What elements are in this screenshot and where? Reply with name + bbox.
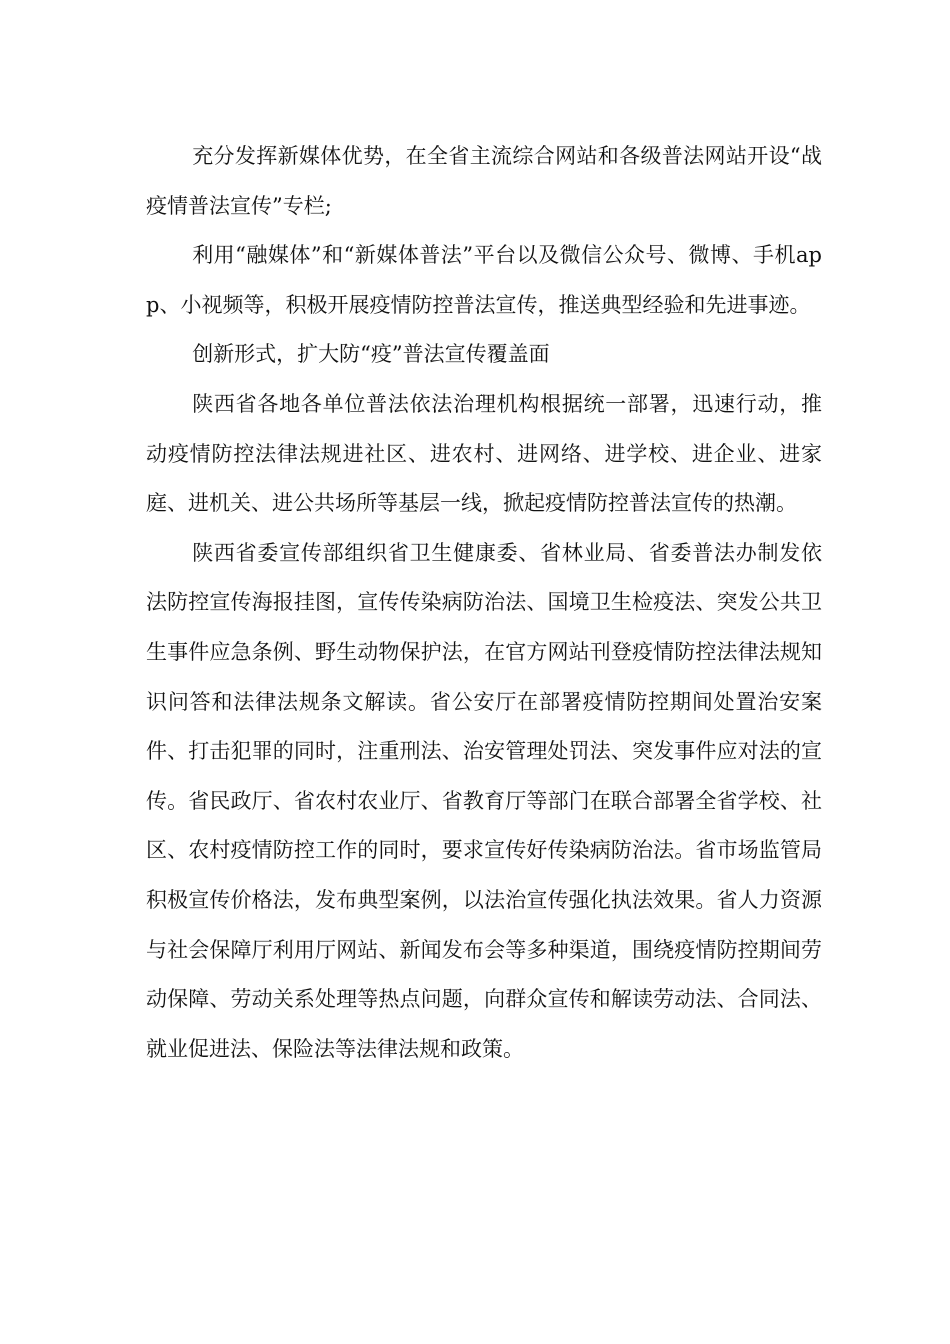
section-heading: 创新形式，扩大防“疫”普法宣传覆盖面 xyxy=(192,342,550,367)
paragraph-new-media: 充分发挥新媒体优势，在全省主流综合网站和各级普法网站开设“战疫情普法宣传”专栏; xyxy=(146,144,822,218)
paragraph-departments: 陕西省委宣传部组织省卫生健康委、省林业局、省委普法办制发依法防控宣传海报挂图，宣传传染病防治法、国境卫生检疫法、突发公共卫生事件应急条例、野生动物保护法，在官方网站刊登疫情防控法律法规知识问答和法律法规条文解读。省公安厅在部署疫情防控期间处置治安案件、打击犯罪的同时，注重刑法、治安管理处罚法、突发事件应对法的宣传。省民政厅、省农村农业厅、省教育厅等部门在联合部署全省学校、社区、农村疫情防控工作的同时，要求宣传好传染病防治法。省市场监管局积极宣传价格法，发布典型案例，以法治宣传强化执法效果。省人力资源与社会保障厅利用厅网站、新闻发布会等多种渠道，围绕疫情防控期间劳动保障、劳动关系处理等热点问题，向群众宣传和解读劳动法、合同法、就业促进法、保险法等法律法规和政策。 xyxy=(146,540,822,1061)
document-body xyxy=(146,132,822,1074)
paragraph-deployment: 陕西省各地各单位普法依法治理机构根据统一部署，迅速行动，推动疫情防控法律法规进社区、进农村、进网络、进学校、进企业、进家庭、进机关、进公共场所等基层一线，掀起疫情防控普法宣传的热潮。 xyxy=(146,391,822,516)
paragraph-platforms: 利用“融媒体”和“新媒体普法”平台以及微信公众号、微博、手机app、小视频等，积极开展疫情防控普法宣传，推送典型经验和先进事迹。 xyxy=(146,243,822,317)
